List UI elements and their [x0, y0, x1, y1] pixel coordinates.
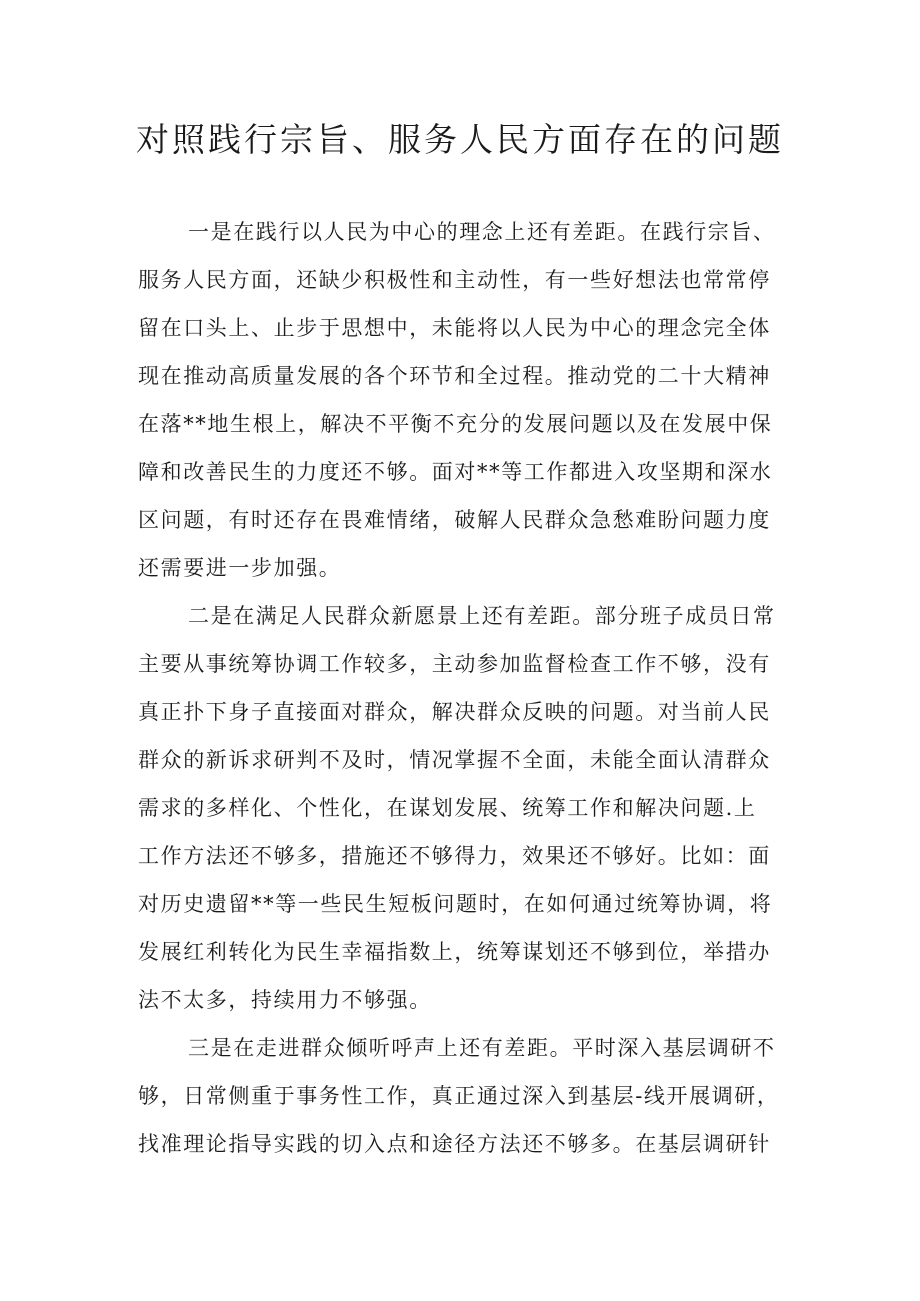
text-line: 真正扑下身子直接面对群众，解决群众反映的问题。对当前人民: [138, 700, 771, 724]
paragraph-3: [138, 1024, 798, 1168]
text-line: 发展红利转化为民生幸福指数上，统筹谋划还不够到位，举措办: [138, 940, 771, 964]
text-line: 还需要进一步加强。: [138, 556, 342, 580]
text-line: 区问题，有时还存在畏难情绪，破解人民群众急愁难盼问题力度: [138, 508, 771, 532]
text-line: 找准理论指导实践的切入点和途径方法还不够多。在基层调研针: [138, 1132, 771, 1156]
text-line: 工作方法还不够多，措施还不够得力，效果还不够好。比如：面: [138, 844, 771, 868]
text-line: 需求的多样化、个性化，在谋划发展、统筹工作和解决问题.上: [138, 796, 757, 820]
text-line: 够，日常侧重于事务性工作，真正通过深入到基层-线开展调研，: [138, 1084, 780, 1108]
text-line: 主要从事统筹协调工作较多，主动参加监督检查工作不够，没有: [138, 652, 771, 676]
document-title: 对照践行宗旨、服务人民方面存在的问题: [136, 120, 784, 159]
text-line: 对历史遗留**等一些民生短板问题时，在如何通过统筹协调，将: [138, 892, 773, 916]
text-line: 法不太多，持续用力不够强。: [138, 988, 432, 1012]
text-line: 服务人民方面，还缺少积极性和主动性，有一些好想法也常常停: [138, 268, 771, 292]
text-line: 一是在践行以人民为中心的理念上还有差距。在践行宗旨、: [188, 220, 776, 244]
document-body: [138, 208, 798, 1168]
text-line: 留在口头上、止步于思想中，未能将以人民为中心的理念完全体: [138, 316, 771, 340]
paragraph-2: [138, 592, 798, 1024]
text-line: 现在推动高质量发展的各个环节和全过程。推动党的二十大精神: [138, 364, 771, 388]
text-line: 二是在满足人民群众新愿景上还有差距。部分班子成员日常: [188, 604, 776, 628]
text-line: 群众的新诉求研判不及时，情况掌握不全面，未能全面认清群众: [138, 748, 771, 772]
text-line: 障和改善民生的力度还不够。面对**等工作都进入攻坚期和深水: [138, 460, 773, 484]
text-line: 三是在走进群众倾听呼声上还有差距。平时深入基层调研不: [188, 1036, 776, 1060]
text-line: 在落**地生根上，解决不平衡不充分的发展问题以及在发展中保: [138, 412, 773, 436]
paragraph-1: [138, 208, 798, 592]
